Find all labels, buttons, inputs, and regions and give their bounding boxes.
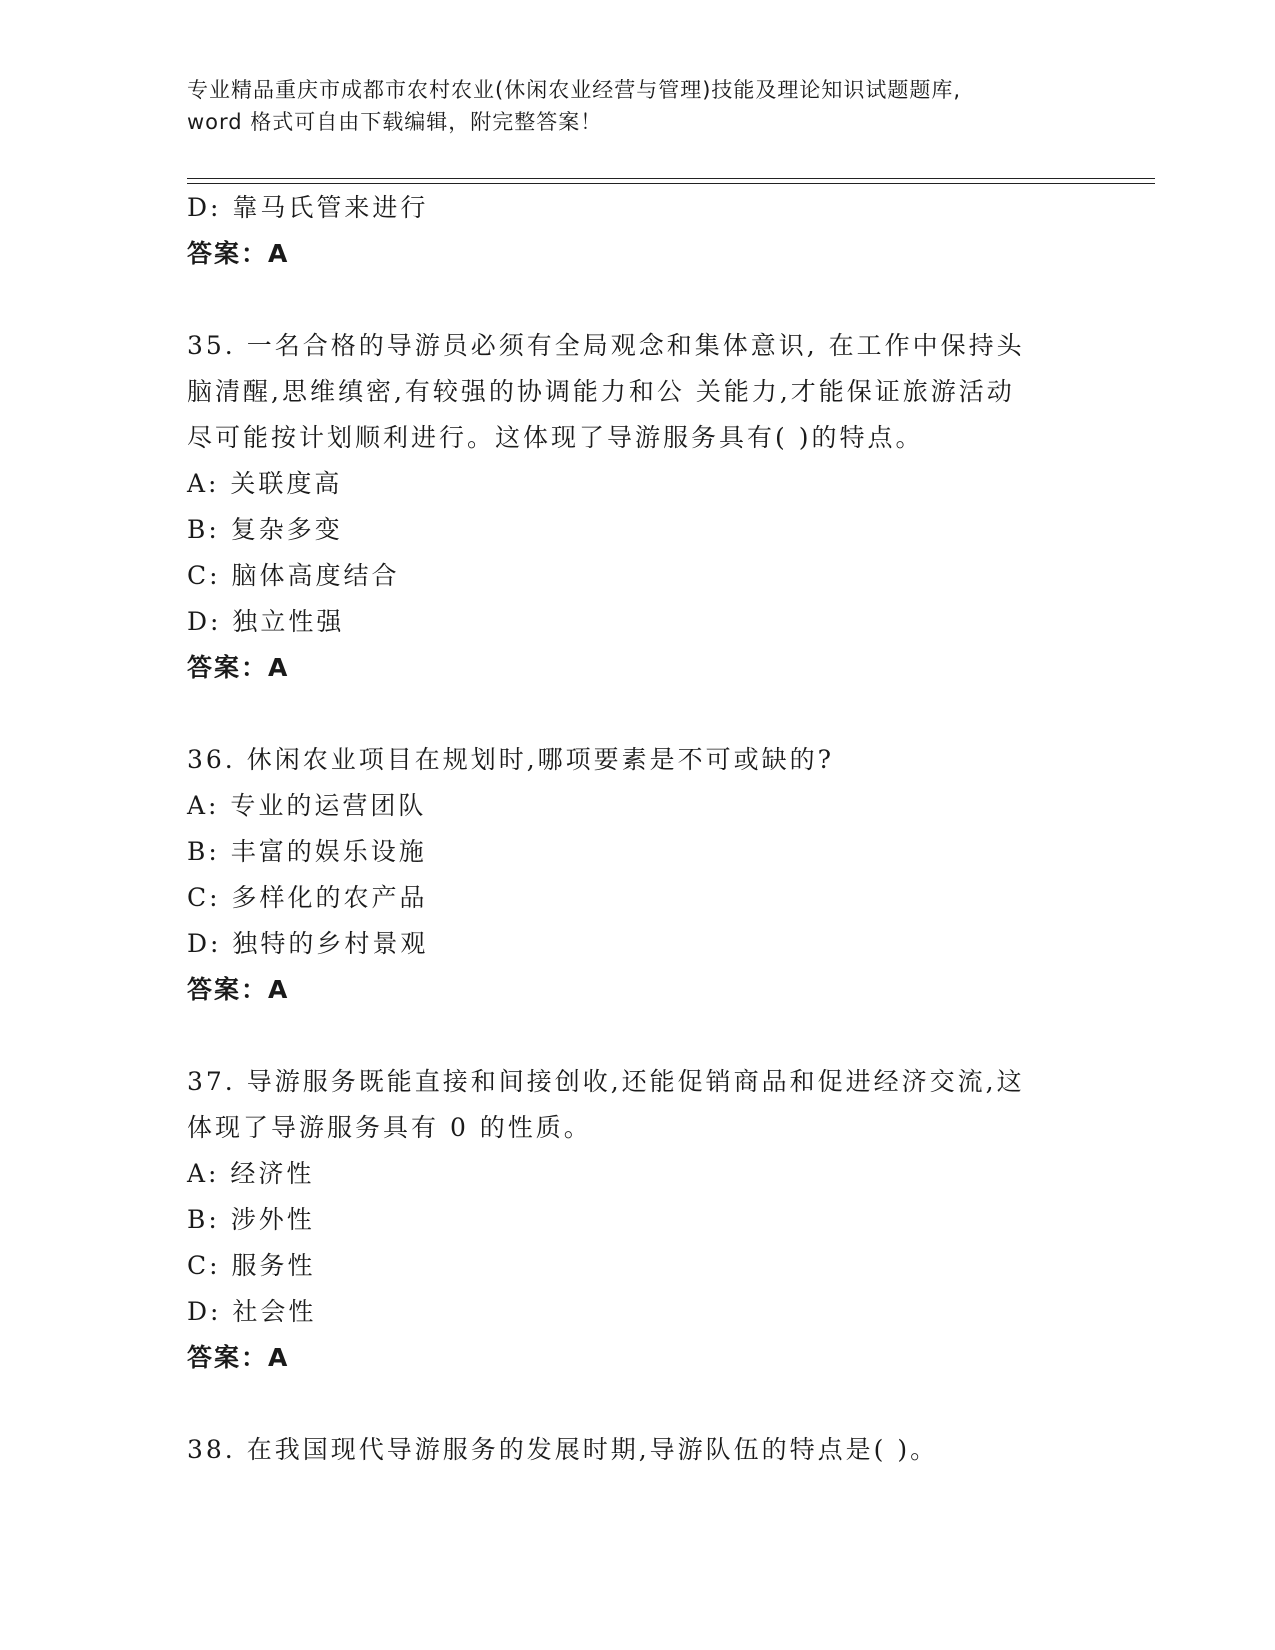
option-a: A: 经济性 — [187, 1159, 315, 1188]
question-37 — [187, 1059, 1107, 1381]
question-content — [187, 185, 1107, 1473]
header-divider-top — [187, 178, 1155, 179]
question-text: 38. 在我国现代导游服务的发展时期,导游队伍的特点是( )。 — [187, 1435, 939, 1464]
header-subtitle-line: word 格式可自由下载编辑，附完整答案！ — [187, 110, 603, 134]
option-a: A: 关联度高 — [187, 469, 343, 498]
spacer — [187, 1013, 1107, 1059]
header-title-line: 专业精品重庆市成都市农村农业(休闲农业经营与管理)技能及理论知识试题题库, — [187, 78, 962, 102]
question-text: 35. 一名合格的导游员必须有全局观念和集体意识, 在工作中保持头 — [187, 331, 1025, 360]
option-b: B: 复杂多变 — [187, 515, 343, 544]
question-text: 体现了导游服务具有 0 的性质。 — [187, 1113, 592, 1142]
spacer — [187, 1381, 1107, 1427]
option-c: C: 多样化的农产品 — [187, 883, 428, 912]
question-36 — [187, 737, 1107, 1013]
option-d: D: 靠马氏管来进行 — [187, 193, 429, 222]
option-b: B: 涉外性 — [187, 1205, 315, 1234]
document-header — [187, 74, 1087, 138]
option-d: D: 独立性强 — [187, 607, 345, 636]
question-text: 尽可能按计划顺利进行。这体现了导游服务具有( )的特点。 — [187, 423, 924, 452]
question-text: 脑清醒,思维缜密,有较强的协调能力和公 关能力,才能保证旅游活动 — [187, 377, 1015, 406]
question-38 — [187, 1427, 1107, 1473]
option-c: C: 脑体高度结合 — [187, 561, 400, 590]
spacer — [187, 277, 1107, 323]
answer-line: 答案：A — [187, 239, 290, 268]
option-d: D: 社会性 — [187, 1297, 317, 1326]
answer-line: 答案：A — [187, 653, 290, 682]
option-d: D: 独特的乡村景观 — [187, 929, 429, 958]
option-b: B: 丰富的娱乐设施 — [187, 837, 427, 866]
question-text: 37. 导游服务既能直接和间接创收,还能促销商品和促进经济交流,这 — [187, 1067, 1025, 1096]
question-35 — [187, 323, 1107, 691]
option-a: A: 专业的运营团队 — [187, 791, 427, 820]
option-c: C: 服务性 — [187, 1251, 316, 1280]
spacer — [187, 691, 1107, 737]
previous-question-tail — [187, 185, 1107, 277]
question-text: 36. 休闲农业项目在规划时,哪项要素是不可或缺的? — [187, 745, 835, 774]
header-divider-bottom — [187, 183, 1155, 184]
answer-line: 答案：A — [187, 1343, 290, 1372]
answer-line: 答案：A — [187, 975, 290, 1004]
